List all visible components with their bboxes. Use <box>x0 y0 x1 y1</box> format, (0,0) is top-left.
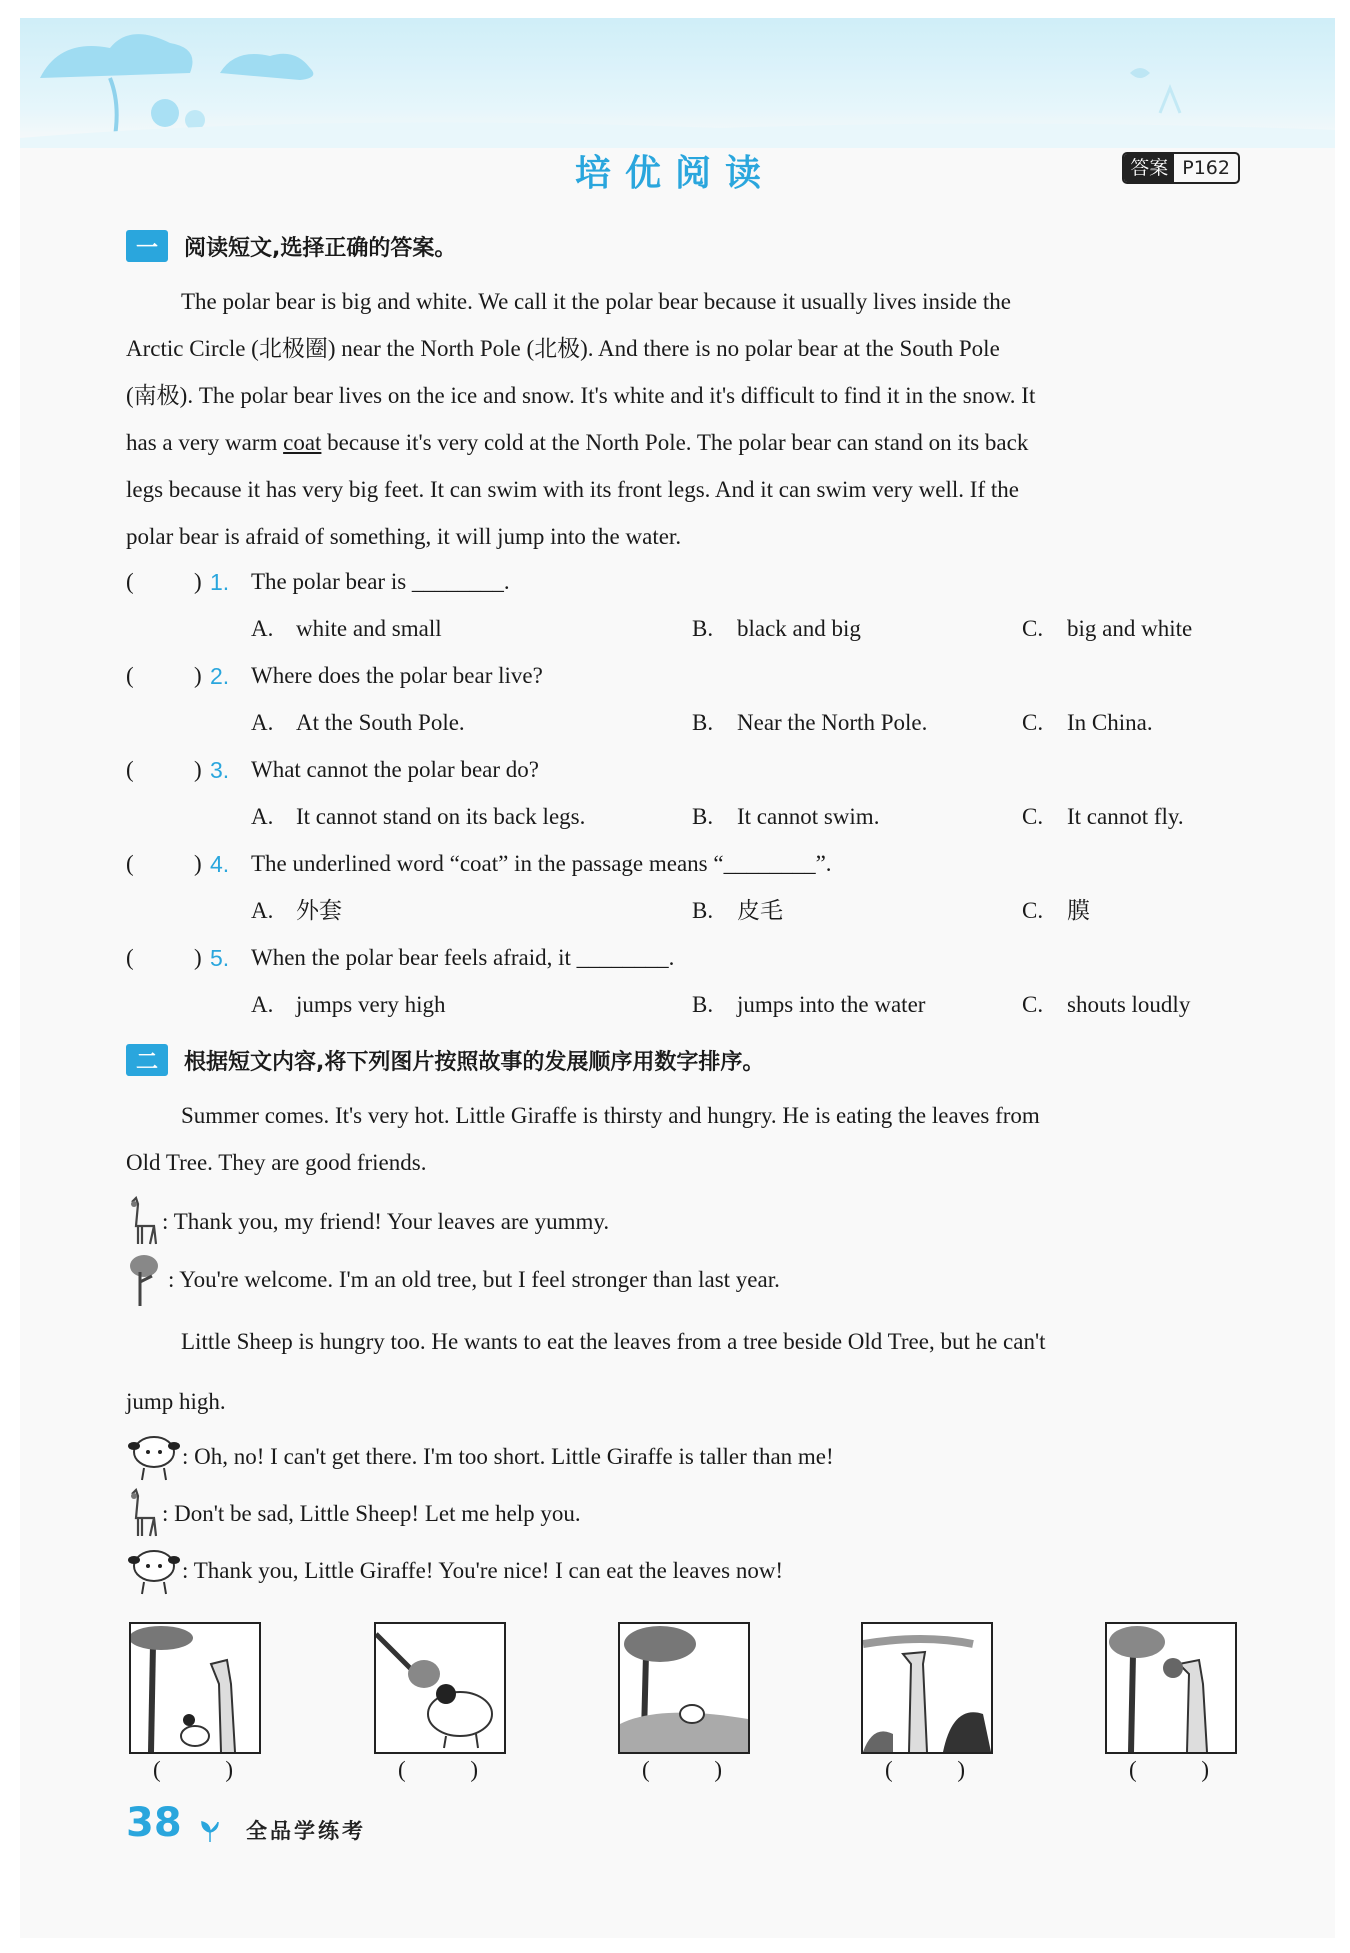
story-intro <box>126 1092 1244 1186</box>
polar-bear-passage <box>126 278 1244 560</box>
question-number: 1. <box>210 569 230 595</box>
story-picture-1 <box>129 1622 261 1754</box>
dialog-sheep-2 <box>126 1546 783 1596</box>
tree-icon <box>126 1252 168 1308</box>
page-number: 38 <box>126 1800 182 1846</box>
answer-blank-close[interactable]: ) <box>194 663 202 688</box>
book-name: 全品学练考 <box>246 1819 366 1843</box>
story-line: Little Sheep is hungry too. He wants to eat the leaves from a tree beside Old Tree, but he can't <box>181 1329 1046 1354</box>
passage-line: legs because it has very big feet. It can swim with its front legs. And it can swim very well. If the <box>126 477 1019 502</box>
section-one-heading <box>126 230 456 262</box>
dialog-tree-1 <box>126 1252 780 1308</box>
story-line: Summer comes. It's very hot. Little Giraffe is thirsty and hungry. He is eating the leaves from <box>181 1103 1040 1128</box>
picture-order-blank-4[interactable]: ( ) <box>885 1757 965 1782</box>
question-stem: What cannot the polar bear do? <box>251 757 540 782</box>
dialog-text: : Thank you, my friend! Your leaves are yummy. <box>162 1209 610 1234</box>
giraffe-icon <box>126 1488 162 1540</box>
story-picture-3 <box>618 1622 750 1754</box>
answer-page: P162 <box>1182 157 1230 179</box>
question-stem: Where does the polar bear live? <box>251 663 543 688</box>
section-two-badge: 二 <box>126 1044 168 1076</box>
underlined-word-coat: coat <box>283 430 322 455</box>
picture-order-blank-5[interactable]: ( ) <box>1129 1757 1209 1782</box>
answer-blank-close[interactable]: ) <box>194 851 202 876</box>
dialog-giraffe-1 <box>126 1196 609 1248</box>
section-one-badge: 一 <box>126 230 168 262</box>
passage-line: because it's very cold at the North Pole. The polar bear can stand on its back <box>321 430 1029 455</box>
answer-blank-close[interactable]: ) <box>194 569 202 594</box>
dialog-giraffe-2 <box>126 1488 581 1540</box>
sheep-icon <box>126 1546 182 1596</box>
picture-order-blank-2[interactable]: ( ) <box>398 1757 478 1782</box>
story-line: jump high. <box>126 1389 226 1414</box>
option-a[interactable]: A. jumps very high <box>251 992 446 1017</box>
giraffe-icon <box>126 1196 162 1248</box>
option-a[interactable]: A. white and small <box>251 616 442 641</box>
leaf-icon <box>198 1820 222 1844</box>
answer-blank-close[interactable]: ) <box>194 757 202 782</box>
question-stem: When the polar bear feels afraid, it ________. <box>251 945 675 970</box>
sheep-icon <box>126 1432 182 1482</box>
dialog-text: : Thank you, Little Giraffe! You're nice! I can eat the leaves now! <box>182 1558 784 1583</box>
option-b[interactable]: B. Near the North Pole. <box>692 710 928 735</box>
option-c[interactable]: C. big and white <box>1022 616 1193 641</box>
page-title: 培优阅读 <box>574 153 775 194</box>
option-c[interactable]: C. shouts loudly <box>1022 992 1191 1017</box>
option-c[interactable]: C. In China. <box>1022 710 1153 735</box>
story-line: Old Tree. They are good friends. <box>126 1150 427 1175</box>
question-number: 3. <box>210 757 230 783</box>
dialog-text: : Don't be sad, Little Sheep! Let me help you. <box>162 1501 581 1526</box>
dialog-text: : Oh, no! I can't get there. I'm too short. Little Giraffe is taller than me! <box>182 1444 834 1469</box>
option-c[interactable]: C. It cannot fly. <box>1022 804 1184 829</box>
option-b[interactable]: B. jumps into the water <box>692 992 926 1017</box>
story-picture-4 <box>861 1622 993 1754</box>
option-c[interactable]: C. 膜 <box>1022 898 1090 923</box>
question-number: 4. <box>210 851 230 877</box>
passage-line: The polar bear is big and white. We call it the polar bear because it usually lives inside the <box>181 289 1011 314</box>
dialog-text: : You're welcome. I'm an old tree, but I feel stronger than last year. <box>168 1267 780 1292</box>
section-two-instruction: 根据短文内容,将下列图片按照故事的发展顺序用数字排序。 <box>184 1049 765 1075</box>
section-one-instruction: 阅读短文,选择正确的答案。 <box>184 235 457 261</box>
answer-blank-open[interactable]: ( <box>126 851 134 876</box>
passage-line: has a very warm <box>126 430 284 455</box>
answer-blank-open[interactable]: ( <box>126 663 134 688</box>
section-two-heading <box>126 1044 764 1076</box>
answer-blank-open[interactable]: ( <box>126 757 134 782</box>
answer-blank-open[interactable]: ( <box>126 569 134 594</box>
answer-label: 答案 <box>1124 154 1174 182</box>
answer-reference <box>1122 152 1240 184</box>
option-b[interactable]: B. 皮毛 <box>692 898 783 923</box>
option-a[interactable]: A. It cannot stand on its back legs. <box>251 804 586 829</box>
picture-order-blank-3[interactable]: ( ) <box>642 1757 722 1782</box>
question-number: 2. <box>210 663 230 689</box>
story-picture-2 <box>374 1622 506 1754</box>
passage-line: polar bear is afraid of something, it will jump into the water. <box>126 524 682 549</box>
decorative-banner <box>20 18 1335 148</box>
story-picture-5 <box>1105 1622 1237 1754</box>
story-middle <box>126 1312 1244 1432</box>
option-a[interactable]: A. At the South Pole. <box>251 710 465 735</box>
question-stem: The polar bear is ________. <box>251 569 510 594</box>
passage-line: (南极). The polar bear lives on the ice and snow. It's white and it's difficult to find it in the snow. It <box>126 383 1036 408</box>
question-number: 5. <box>210 945 230 971</box>
option-b[interactable]: B. It cannot swim. <box>692 804 880 829</box>
passage-line: Arctic Circle (北极圈) near the North Pole (北极). And there is no polar bear at the South Pole <box>126 336 1000 361</box>
answer-blank-open[interactable]: ( <box>126 945 134 970</box>
question-stem: The underlined word “coat” in the passage means “________”. <box>251 851 832 876</box>
dialog-sheep-1 <box>126 1432 834 1482</box>
option-a[interactable]: A. 外套 <box>251 898 342 923</box>
option-b[interactable]: B. black and big <box>692 616 861 641</box>
picture-order-blank-1[interactable]: ( ) <box>153 1757 233 1782</box>
answer-blank-close[interactable]: ) <box>194 945 202 970</box>
